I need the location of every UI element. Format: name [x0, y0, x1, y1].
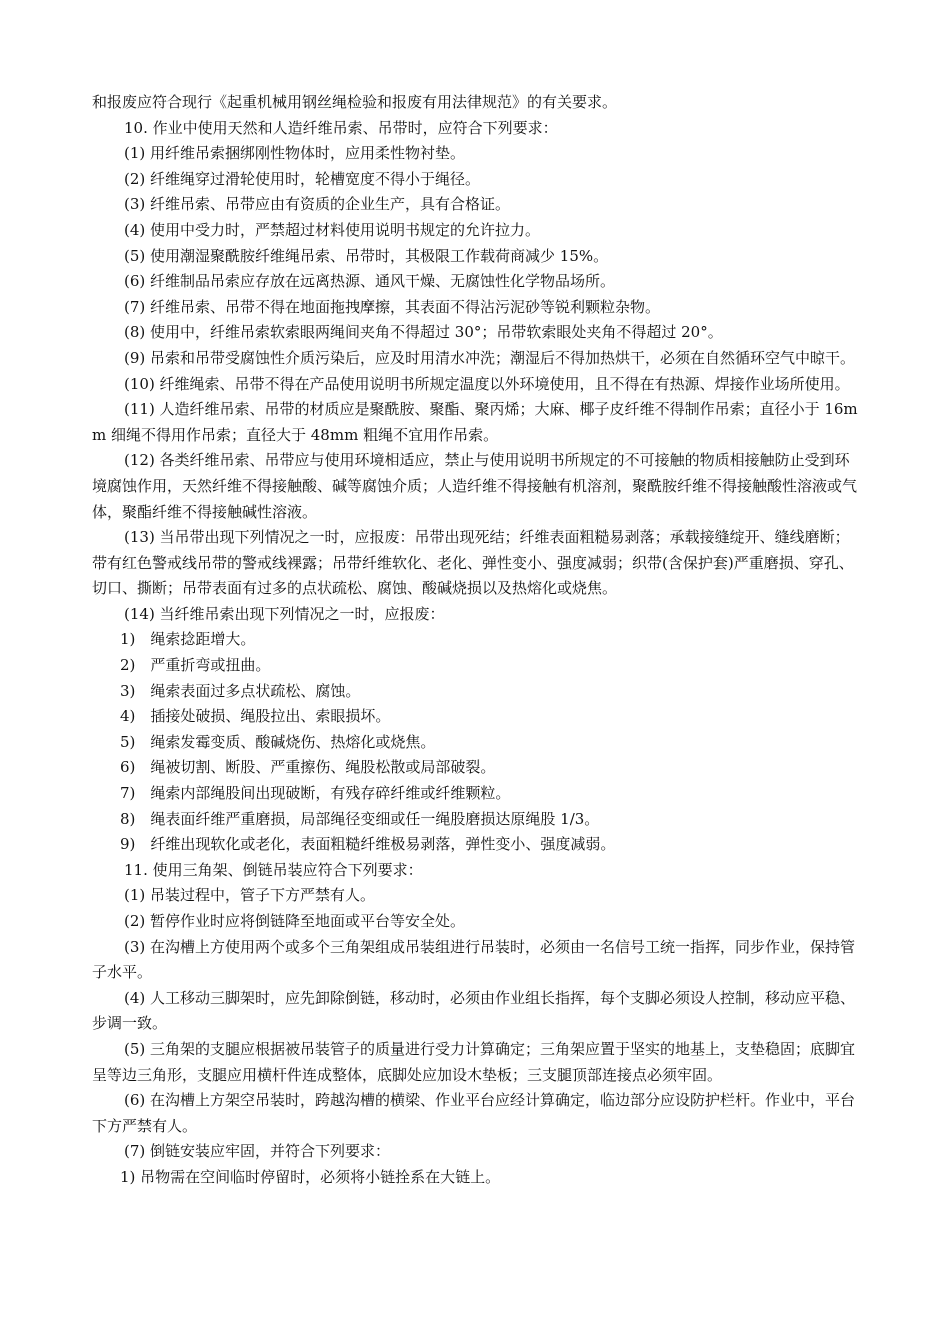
list-item: 2) 严重折弯或扭曲。	[120, 656, 271, 675]
document-body	[92, 90, 860, 1191]
paragraph: 和报废应符合现行《起重机械用钢丝绳检验和报废有用法律规范》的有关要求。	[92, 93, 618, 111]
paragraph: (7) 纤维吊索、吊带不得在地面拖拽摩擦，其表面不得沾污泥砂等锐利颗粒杂物。	[124, 297, 661, 316]
paragraph: (3) 在沟槽上方使用两个或多个三角架组成吊装组进行吊装时，必须由一名信号工统一指挥，同步作业，保持管子水平。	[92, 937, 856, 982]
list-item: 6) 绳被切割、断股、严重擦伤、绳股松散或局部破裂。	[120, 758, 496, 777]
paragraph: (9) 吊索和吊带受腐蚀性介质污染后，应及时用清水冲洗；潮湿后不得加热烘干，必须在自然循环空气中晾干。	[124, 348, 856, 367]
paragraph: (1) 吊装过程中，管子下方严禁有人。	[124, 886, 376, 905]
paragraph: (2) 纤维绳穿过滑轮使用时，轮槽宽度不得小于绳径。	[124, 169, 481, 188]
paragraph: (7) 倒链安装应牢固，并符合下列要求：	[124, 1142, 391, 1161]
list-item: 8) 绳表面纤维严重磨损，局部绳径变细或任一绳股磨损达原绳股 1/3。	[120, 809, 600, 828]
paragraph: (11) 人造纤维吊索、吊带的材质应是聚酰胺、聚酯、聚丙烯；大麻、椰子皮纤维不得制作吊索；直径小于 16mm 细绳不得用作吊索；直径大于 48mm 粗绳不宜用作吊索。	[92, 400, 858, 444]
paragraph: 10. 作业中使用天然和人造纤维吊索、吊带时，应符合下列要求：	[124, 118, 558, 137]
paragraph: (6) 在沟槽上方架空吊装时，跨越沟槽的横梁、作业平台应经计算确定，临边部分应设防护栏杆。作业中，平台下方严禁有人。	[92, 1091, 856, 1135]
list-item: 1) 绳索捻距增大。	[120, 630, 256, 649]
list-item: 3) 绳索表面过多点状疏松、腐蚀。	[120, 681, 361, 700]
list-item: 1) 吊物需在空间临时停留时，必须将小链拴系在大链上。	[120, 1167, 501, 1186]
paragraph: (10) 纤维绳索、吊带不得在产品使用说明书所规定温度以外环境使用，且不得在有热源、焊接作业场所使用。	[124, 374, 850, 393]
paragraph: 11. 使用三角架、倒链吊装应符合下列要求：	[124, 860, 423, 879]
paragraph: (1) 用纤维吊索捆绑刚性物体时，应用柔性物衬垫。	[124, 144, 466, 163]
list-item: 7) 绳索内部绳股间出现破断，有残存碎纤维或纤维颗粒。	[120, 784, 511, 803]
paragraph: (4) 使用中受力时，严禁超过材料使用说明书规定的允许拉力。	[124, 220, 541, 239]
paragraph: (12) 各类纤维吊索、吊带应与使用环境相适应，禁止与使用说明书所规定的不可接触的物质相接触防止受到环境腐蚀作用，天然纤维不得接触酸、碱等腐蚀介质；人造纤维不得接触有机溶剂，聚酰胺纤维不得接触酸性溶液或气体，聚酯纤维不得接触碱性溶液。	[92, 451, 858, 521]
paragraph: (6) 纤维制品吊索应存放在远离热源、通风干燥、无腐蚀性化学物品场所。	[124, 272, 616, 291]
paragraph: (5) 使用潮湿聚酰胺纤维绳吊索、吊带时，其极限工作载荷商减少 15%。	[124, 246, 609, 265]
paragraph: (8) 使用中，纤维吊索软索眼两绳间夹角不得超过 30°；吊带软索眼处夹角不得超过 20°。	[124, 323, 723, 342]
list-item: 9) 纤维出现软化或老化，表面粗糙纤维极易剥落，弹性变小、强度减弱。	[120, 835, 616, 854]
list-item: 5) 绳索发霉变质、酸碱烧伤、热熔化或烧焦。	[120, 732, 436, 751]
list-item: 4) 插接处破损、绳股拉出、索眼损坏。	[120, 707, 391, 726]
paragraph: (5) 三角架的支腿应根据被吊装管子的质量进行受力计算确定；三角架应置于坚实的地基上，支垫稳固；底脚宜呈等边三角形，支腿应用横杆件连成整体，底脚处应加设木垫板；三支腿顶部连接点必须牢固。	[92, 1039, 856, 1084]
paragraph: (14) 当纤维吊索出现下列情况之一时，应报废：	[124, 604, 445, 623]
paragraph: (13) 当吊带出现下列情况之一时，应报废：吊带出现死结；纤维表面粗糙易剥落；承载接缝绽开、缝线磨断；带有红色警戒线吊带的警戒线裸露；吊带纤维软化、老化、弹性变小、强度减弱；织带(含保护套)严重磨损、穿孔、切口、撕断；吊带表面有过多的点状疏松、腐蚀、酸碱烧损以及热熔化或烧焦。	[92, 528, 854, 598]
paragraph: (3) 纤维吊索、吊带应由有资质的企业生产，具有合格证。	[124, 195, 511, 214]
paragraph: (2) 暂停作业时应将倒链降至地面或平台等安全处。	[124, 912, 466, 930]
paragraph: (4) 人工移动三脚架时，应先卸除倒链，移动时，必须由作业组长指挥，每个支脚必须设人控制，移动应平稳、步调一致。	[92, 988, 856, 1033]
